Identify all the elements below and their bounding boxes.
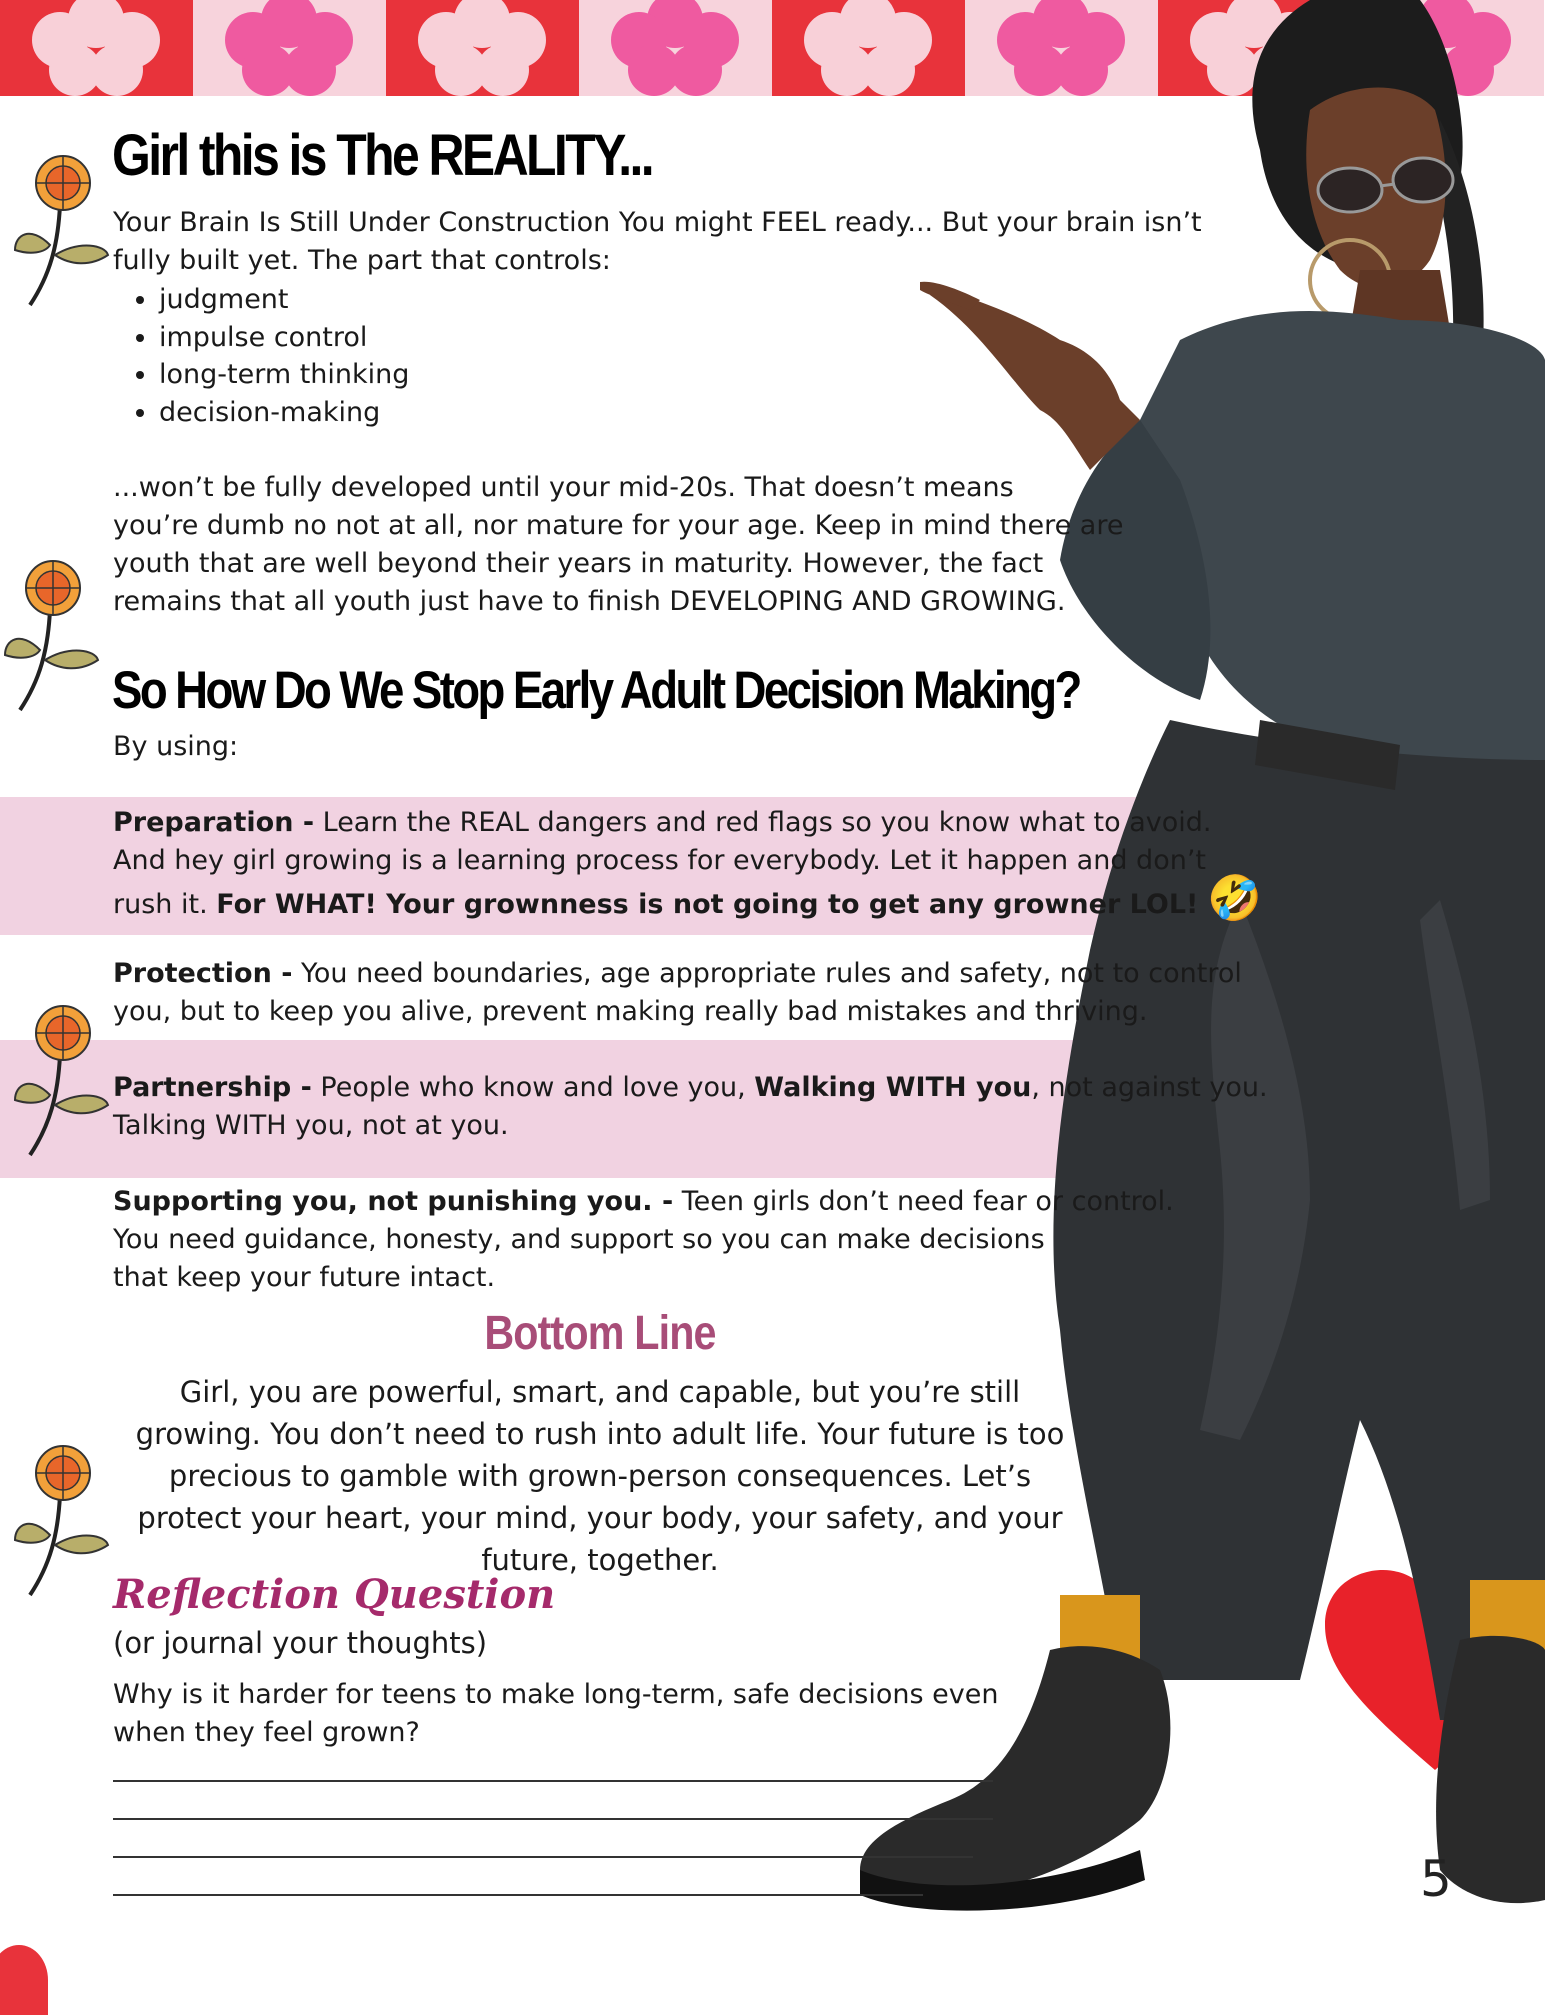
- page-number: 5: [1420, 1850, 1452, 1908]
- item-text: that keep your future intact.: [113, 1262, 496, 1293]
- partnership-item: [113, 1069, 1268, 1145]
- paragraph-line: ...won’t be fully developed until your mid-20s. That doesn’t means: [113, 472, 1014, 503]
- intro-text: [113, 204, 1202, 280]
- answer-line[interactable]: [113, 1894, 923, 1896]
- section-title: So How Do We Stop Early Adult Decision Making?: [112, 661, 1080, 720]
- banner-tile: [193, 0, 386, 96]
- question-line: when they feel grown?: [113, 1717, 420, 1748]
- item-text: You need guidance, honesty, and support so you can make decisions: [113, 1224, 1045, 1255]
- item-text: Talking WITH you, not at you.: [113, 1110, 509, 1141]
- paragraph-line: remains that all youth just have to finish DEVELOPING AND GROWING.: [113, 586, 1066, 617]
- item-text: And hey girl growing is a learning process for everybody. Let it happen and don’t: [113, 845, 1206, 876]
- bottom-line-line: protect your heart, your mind, your body, your safety, and your: [137, 1501, 1063, 1535]
- flower-icon: [10, 1005, 110, 1160]
- bottom-line-text: [125, 1371, 1075, 1581]
- item-emphasis: For WHAT! Your grownness is not going to get any growner LOL!: [216, 889, 1199, 920]
- answer-line[interactable]: [113, 1780, 993, 1782]
- paragraph-line: you’re dumb no not at all, nor mature for your age. Keep in mind there are: [113, 510, 1124, 541]
- item-text: you, but to keep you alive, prevent making really bad mistakes and thriving.: [113, 996, 1148, 1027]
- item-label: Protection -: [113, 958, 293, 989]
- by-using-text: By using:: [113, 731, 239, 762]
- list-item: • judgment: [159, 281, 409, 319]
- bottom-line-line: precious to gamble with grown-person consequences. Let’s: [168, 1459, 1032, 1493]
- intro-line: Your Brain Is Still Under Construction You might FEEL ready... But your brain isn’t: [113, 207, 1202, 238]
- item-emphasis: Walking WITH you: [754, 1072, 1032, 1103]
- banner-tile: [579, 0, 772, 96]
- banner-tile: [0, 0, 193, 96]
- flower-icon: [10, 1445, 110, 1600]
- banner-tile: [386, 0, 579, 96]
- flower-icon: [0, 560, 100, 715]
- item-label: Partnership -: [113, 1072, 312, 1103]
- preparation-item: [113, 804, 1262, 924]
- question-line: Why is it harder for teens to make long-term, safe decisions even: [113, 1679, 999, 1710]
- reflection-title: Reflection Question: [113, 1571, 556, 1618]
- item-text: rush it.: [113, 889, 217, 920]
- bottom-line-title: Bottom Line: [484, 1307, 716, 1360]
- item-label: Preparation -: [113, 807, 315, 838]
- development-paragraph: [113, 469, 1123, 621]
- item-text: You need boundaries, age appropriate rules and safety, not to control: [292, 958, 1242, 989]
- list-item: • decision-making: [159, 394, 409, 432]
- flower-icon: [10, 155, 110, 310]
- page-title: Girl this is The REALITY...: [112, 123, 653, 188]
- laughing-emoji-icon: 🤣: [1206, 873, 1262, 924]
- bottom-line-line: future, together.: [481, 1543, 719, 1577]
- item-text: People who know and love you,: [311, 1072, 755, 1103]
- item-text: Teen girls don’t need fear or control.: [673, 1186, 1174, 1217]
- protection-item: [113, 955, 1242, 1031]
- answer-line[interactable]: [113, 1856, 973, 1858]
- item-text: , not against you.: [1031, 1072, 1268, 1103]
- list-item: • long-term thinking: [159, 356, 409, 394]
- list-item: • impulse control: [159, 319, 409, 357]
- controls-list: [113, 281, 409, 431]
- supporting-item: [113, 1183, 1174, 1297]
- decorative-corner: [0, 1945, 48, 2015]
- item-text: Learn the REAL dangers and red flags so you know what to avoid.: [314, 807, 1212, 838]
- intro-line: fully built yet. The part that controls:: [113, 245, 611, 276]
- item-label: Supporting you, not punishing you. -: [113, 1186, 674, 1217]
- answer-line[interactable]: [113, 1818, 993, 1820]
- bottom-line-line: Girl, you are powerful, smart, and capable, but you’re still: [179, 1375, 1021, 1409]
- bottom-line-line: growing. You don’t need to rush into adult life. Your future is too: [135, 1417, 1065, 1451]
- paragraph-line: youth that are well beyond their years in maturity. However, the fact: [113, 548, 1044, 579]
- reflection-question: [113, 1676, 998, 1752]
- reflection-subtitle: (or journal your thoughts): [113, 1626, 488, 1660]
